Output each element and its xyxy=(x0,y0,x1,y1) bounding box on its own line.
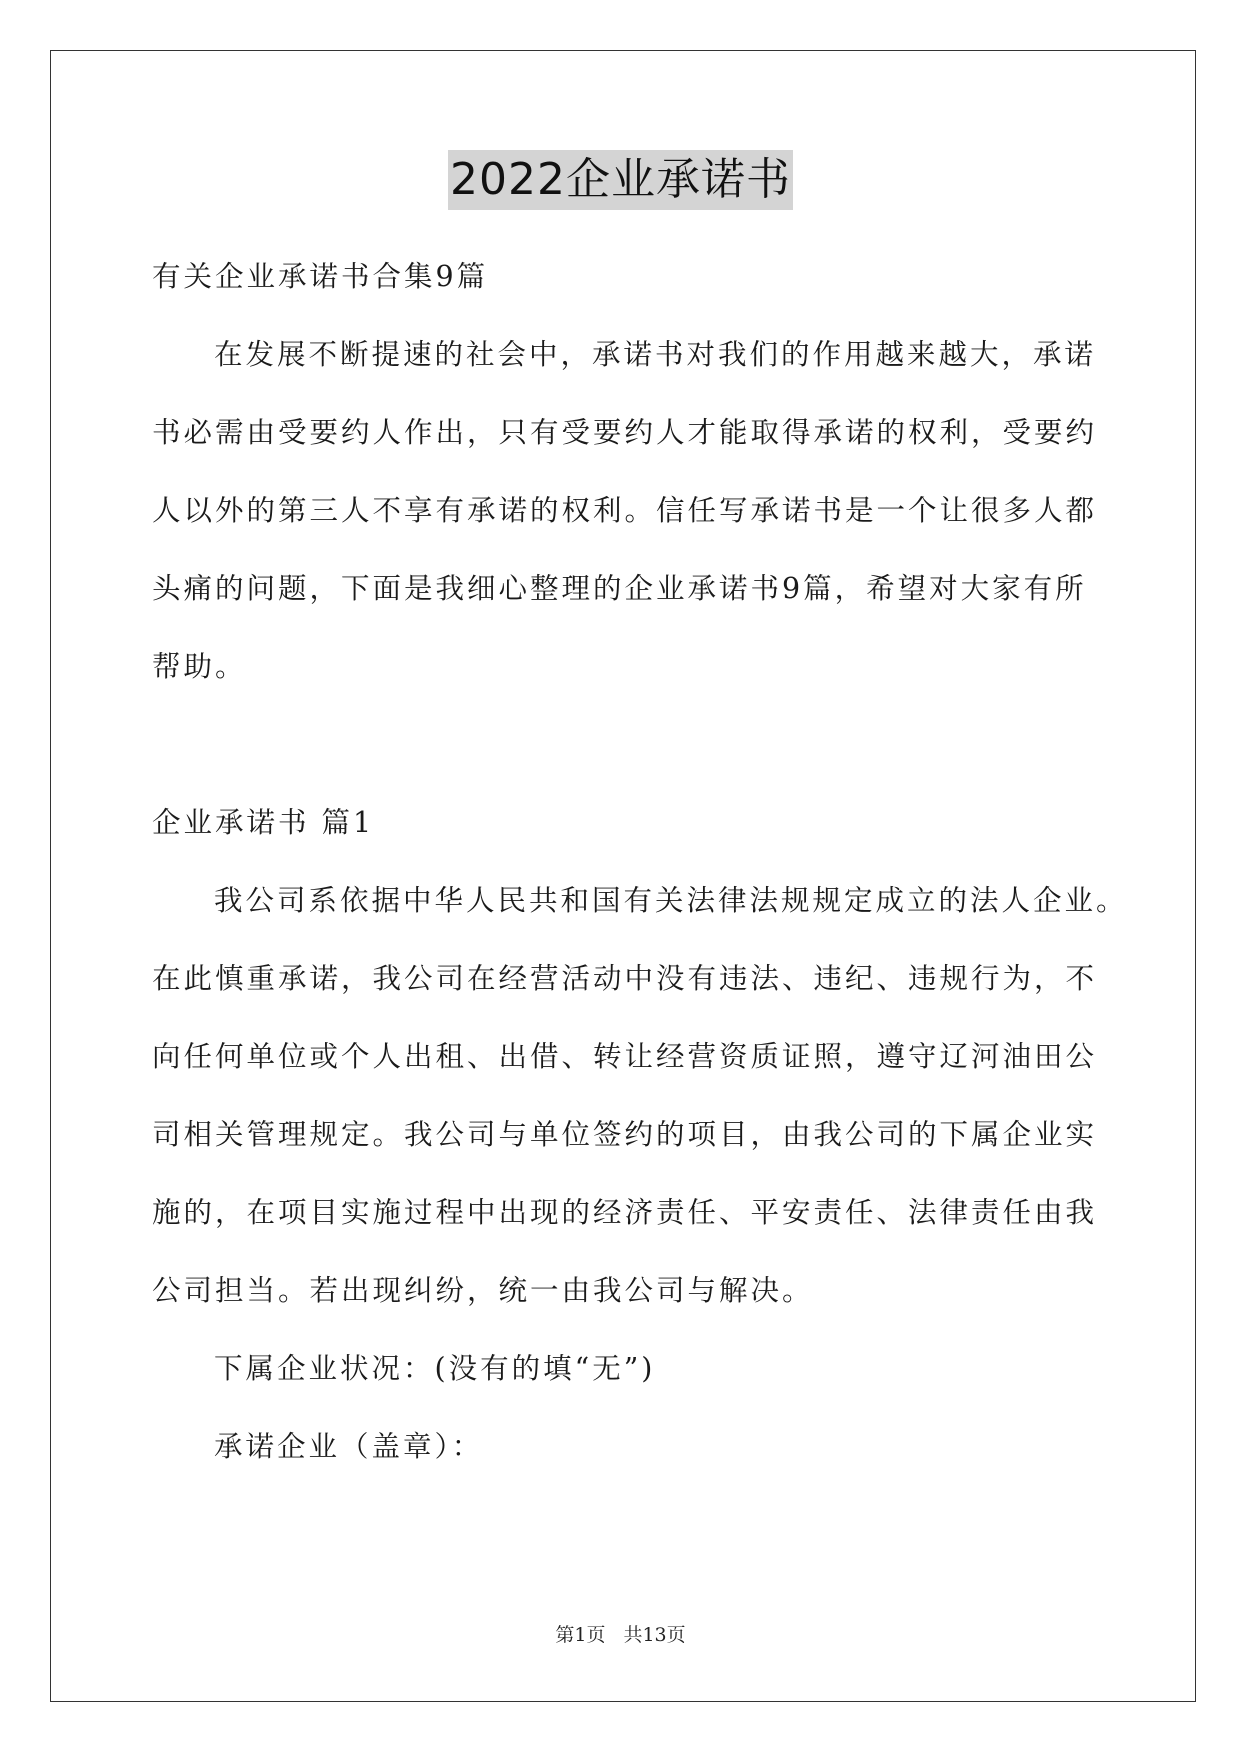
body-line: 公司担当。若出现纠纷，统一由我公司与解决。 xyxy=(152,1274,814,1307)
document-body xyxy=(152,238,1128,1486)
paragraph-gap xyxy=(152,706,1092,784)
page-footer xyxy=(0,1620,1241,1647)
document-title: 2022企业承诺书 xyxy=(448,150,793,210)
section-heading: 企业承诺书 篇1 xyxy=(152,806,375,839)
intro-line: 书必需由受要约人作出，只有受要约人才能取得承诺的权利，受要约 xyxy=(152,416,1098,449)
body-line: 司相关管理规定。我公司与单位签约的项目，由我公司的下属企业实 xyxy=(152,1118,1098,1151)
seal-line: 承诺企业（盖章）： xyxy=(214,1430,484,1463)
body-line: 施的，在项目实施过程中出现的经济责任、平安责任、法律责任由我 xyxy=(152,1196,1098,1229)
intro-line: 在发展不断提速的社会中，承诺书对我们的作用越来越大，承诺 xyxy=(214,338,1097,371)
body-line: 在此慎重承诺，我公司在经营活动中没有违法、违纪、违规行为，不 xyxy=(152,962,1098,995)
document-subtitle: 有关企业承诺书合集9篇 xyxy=(152,260,489,293)
current-page-number: 第1页 xyxy=(555,1624,606,1646)
intro-line: 人以外的第三人不享有承诺的权利。信任写承诺书是一个让很多人都 xyxy=(152,494,1098,527)
total-pages: 共13页 xyxy=(623,1624,686,1646)
intro-line: 头痛的问题，下面是我细心整理的企业承诺书9篇，希望对大家有所 xyxy=(152,572,1087,605)
subsidiary-status-line: 下属企业状况：(没有的填“无”) xyxy=(214,1352,656,1385)
body-line: 向任何单位或个人出租、出借、转让经营资质证照，遵守辽河油田公 xyxy=(152,1040,1098,1073)
title-container xyxy=(0,150,1241,210)
body-line: 我公司系依据中华人民共和国有关法律法规规定成立的法人企业。 xyxy=(214,884,1128,917)
intro-line: 帮助。 xyxy=(152,650,247,683)
